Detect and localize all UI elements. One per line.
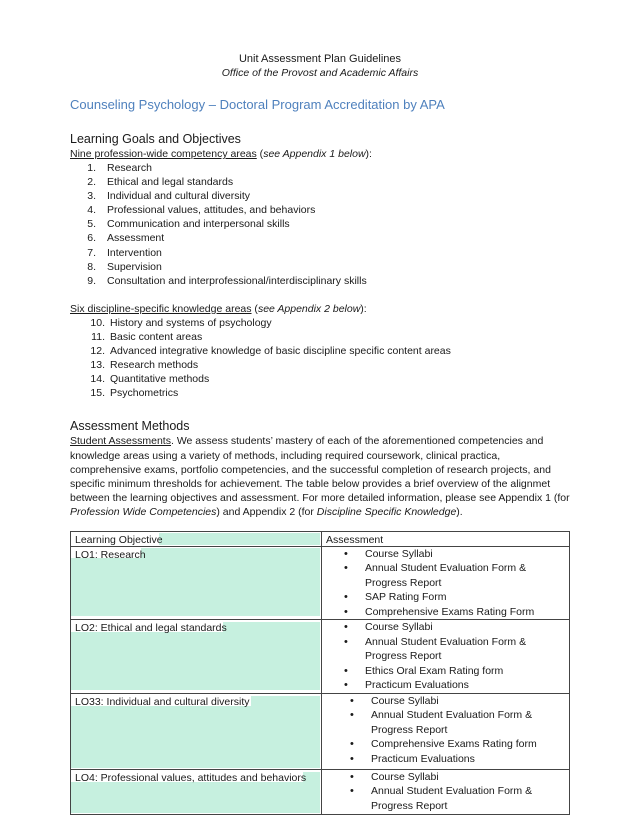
objective-label: LO2: Ethical and legal standards xyxy=(75,622,227,635)
competency-lead-underlined: Nine profession-wide competency areas xyxy=(70,148,257,160)
objective-cell-body xyxy=(71,694,321,769)
methods-body-italic-1: Profession Wide Competencies xyxy=(70,505,217,518)
objective-cell xyxy=(71,693,322,769)
list-item xyxy=(70,274,570,288)
spacer xyxy=(70,288,570,302)
assessment-cell xyxy=(322,693,570,769)
table-header-cell xyxy=(322,531,570,546)
list-item xyxy=(70,203,570,217)
goals-heading: Learning Goals and Objectives xyxy=(70,132,241,146)
competency-lead-close: ): xyxy=(365,148,372,160)
table-header-cell xyxy=(71,531,322,546)
objective-label: LO1: Research xyxy=(75,548,146,561)
competency-lead-italic: see Appendix 1 below xyxy=(263,148,366,160)
list-item-text: Research xyxy=(107,162,152,174)
list-item-text: Advanced integrative knowledge of basic discipline specific content areas xyxy=(110,345,451,358)
assessment-header-label: Assessment xyxy=(326,533,384,546)
list-item-text: Intervention xyxy=(107,246,162,259)
list-number: 7. xyxy=(87,246,96,259)
assessment-list xyxy=(322,620,569,693)
list-item-text: Individual and cultural diversity xyxy=(107,190,250,203)
document-subtitle: Office of the Provost and Academic Affairs xyxy=(221,67,419,79)
objectives-table xyxy=(70,531,570,815)
methods-paragraph xyxy=(70,434,570,519)
knowledge-lead xyxy=(70,302,570,316)
objective-label: LO4: Professional values, attitudes and behaviors xyxy=(75,771,307,784)
list-item xyxy=(70,386,570,400)
list-item: • Annual Student Evaluation Form & Progress Report xyxy=(344,635,569,664)
list-item-text: Basic content areas xyxy=(110,330,203,343)
assessment-list xyxy=(322,694,569,767)
list-number: 8. xyxy=(87,260,96,273)
methods-heading: Assessment Methods xyxy=(70,419,190,434)
methods-lead-underlined: Student Assessments xyxy=(70,435,171,448)
list-item: • Annual Student Evaluation Form & Progress Report xyxy=(350,708,569,737)
knowledge-lead-underlined: Six discipline-specific knowledge areas xyxy=(70,302,252,315)
list-item-text: Communication and interpersonal skills xyxy=(107,218,290,231)
list-item: • Course Syllabi xyxy=(344,620,569,635)
methods-body-3: ). xyxy=(456,505,463,518)
objective-cell xyxy=(71,769,322,814)
list-number: 3. xyxy=(87,190,96,203)
document-page xyxy=(70,52,570,815)
list-item: • Comprehensive Exams Rating form xyxy=(350,737,569,752)
methods-body-italic-2: Discipline Specific Knowledge xyxy=(316,505,457,518)
list-item-text: Consultation and interprofessional/interdisciplinary skills xyxy=(107,274,367,287)
highlight-band xyxy=(71,782,320,813)
assessment-list xyxy=(322,770,569,814)
table-row xyxy=(71,693,570,769)
list-number: 10. xyxy=(90,316,105,329)
list-number: 2. xyxy=(87,176,96,189)
table-header-row xyxy=(71,531,570,546)
list-item: • Comprehensive Exams Rating Form xyxy=(344,605,569,620)
list-number: 5. xyxy=(87,218,96,231)
list-number: 15. xyxy=(90,387,105,400)
list-item: • Ethics Oral Exam Rating form xyxy=(344,664,569,679)
list-item xyxy=(70,175,570,189)
program-heading: Counseling Psychology – Doctoral Program Accreditation by APA xyxy=(70,97,445,112)
methods-body-2: ) and Appendix 2 (for xyxy=(216,505,317,518)
table-row xyxy=(71,769,570,814)
competency-list xyxy=(70,161,570,288)
list-number: 13. xyxy=(90,359,105,372)
document-title: Unit Assessment Plan Guidelines xyxy=(238,53,402,65)
list-number: 11. xyxy=(91,330,105,343)
highlight-band xyxy=(71,558,320,616)
list-item xyxy=(70,330,570,344)
list-item-text: Assessment xyxy=(107,232,165,245)
list-item-text: History and systems of psychology xyxy=(110,316,272,329)
list-number: 4. xyxy=(87,204,96,217)
list-item xyxy=(70,217,570,231)
objective-cell xyxy=(71,546,322,620)
list-item xyxy=(70,372,570,386)
list-item: • Course Syllabi xyxy=(350,694,569,709)
list-item xyxy=(70,231,570,245)
highlight-band xyxy=(71,632,320,690)
competency-lead-open: ( xyxy=(256,148,264,160)
list-item xyxy=(70,344,570,358)
list-item xyxy=(70,358,570,372)
highlight-band xyxy=(71,706,320,768)
assessment-cell xyxy=(322,769,570,814)
list-item: • Annual Student Evaluation Form & Progress Report xyxy=(350,784,569,813)
assessment-cell xyxy=(322,620,570,694)
list-item: • SAP Rating Form xyxy=(344,590,569,605)
list-number: 12. xyxy=(90,345,105,358)
list-item-text: Quantitative methods xyxy=(110,373,210,386)
table-row xyxy=(71,620,570,694)
assessment-list xyxy=(322,547,569,620)
objective-label: LO33: Individual and cultural diversity xyxy=(75,695,250,708)
competency-lead xyxy=(70,147,570,161)
list-item-text: Ethical and legal standards xyxy=(107,176,234,189)
list-number: 9. xyxy=(87,274,96,287)
knowledge-lead-italic: see Appendix 2 below xyxy=(257,302,361,315)
objective-header xyxy=(71,532,321,546)
assessment-cell xyxy=(322,546,570,620)
list-item xyxy=(70,316,570,330)
list-item: • Annual Student Evaluation Form & Progress Report xyxy=(344,561,569,590)
objective-cell xyxy=(71,620,322,694)
objective-cell-body xyxy=(71,770,321,814)
list-item: • Course Syllabi xyxy=(350,770,569,785)
objective-cell-body xyxy=(71,620,321,692)
list-item xyxy=(70,260,570,274)
objective-header-label: Learning Objective xyxy=(75,533,163,546)
knowledge-lead-open: ( xyxy=(251,302,258,315)
list-item xyxy=(70,189,570,203)
knowledge-list xyxy=(70,316,570,401)
table-row xyxy=(71,546,570,620)
list-item xyxy=(70,246,570,260)
list-number: 14. xyxy=(90,373,105,386)
list-item: • Course Syllabi xyxy=(344,547,569,562)
knowledge-lead-close: ): xyxy=(360,302,367,315)
list-item: • Practicum Evaluations xyxy=(350,752,569,767)
list-item xyxy=(70,161,570,175)
list-number: 6. xyxy=(87,232,96,245)
list-item: • Practicum Evaluations xyxy=(344,678,569,693)
list-number: 1. xyxy=(87,162,96,174)
list-item-text: Supervision xyxy=(107,260,162,273)
methods-body-1: . We assess students’ mastery of each of the aforementioned competencies and knowledge areas using a variety of methods, including required coursework, clinical practica, comprehensive exams, portfolio competencies, and the successful completion of research projects, and specific minimum thresholds for achievement. The table below provides a brief overview of the alignmet between the learning objectives and assessment. For more detailed information, please see Appendix 1 (for xyxy=(70,435,570,504)
list-item-text: Psychometrics xyxy=(110,387,179,400)
list-item-text: Professional values, attitudes, and behaviors xyxy=(107,204,316,217)
objective-cell-body xyxy=(71,547,321,619)
list-item-text: Research methods xyxy=(110,359,199,372)
